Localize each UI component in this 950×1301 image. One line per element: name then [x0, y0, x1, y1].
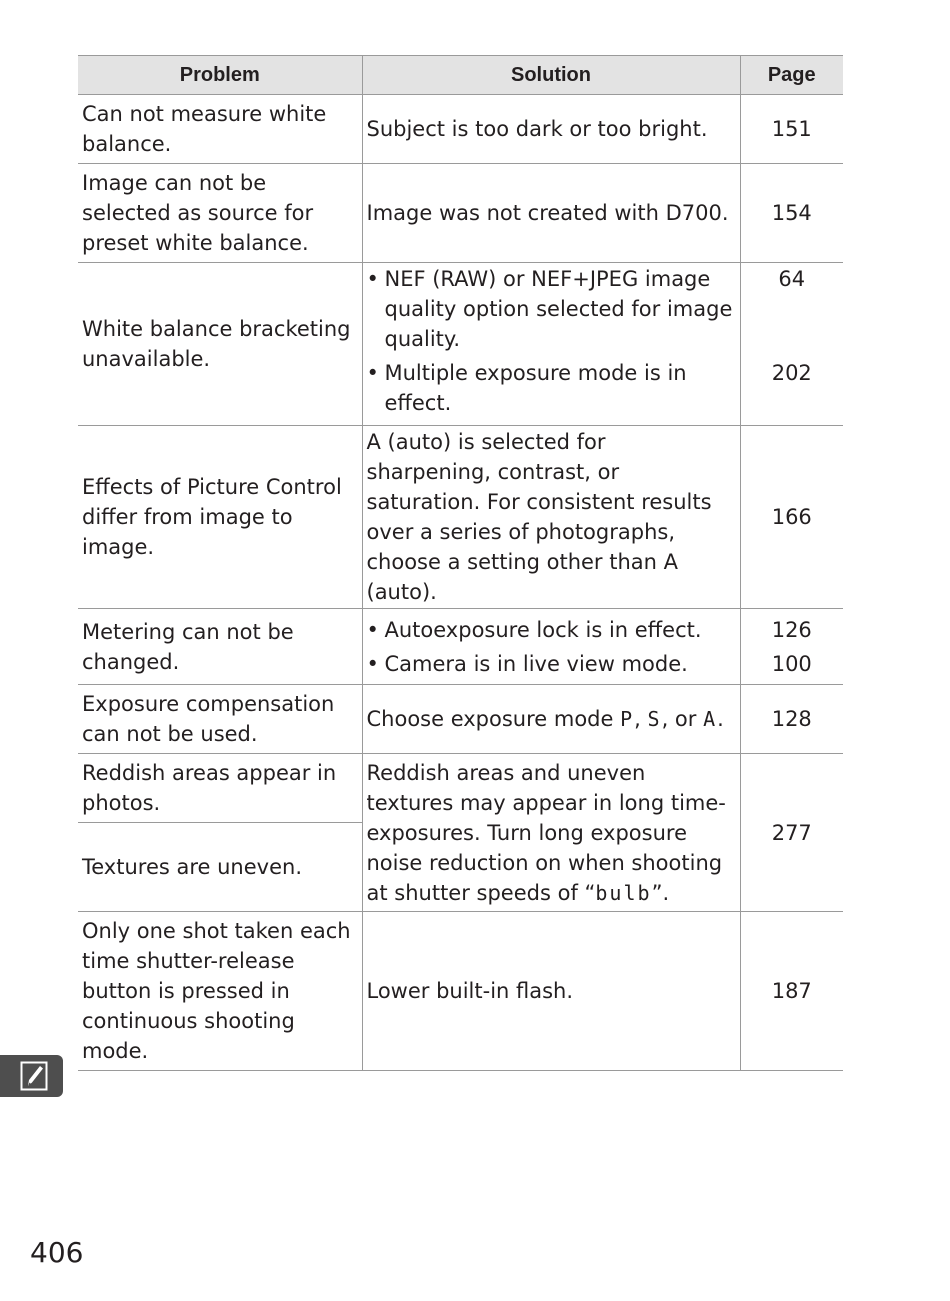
solution-cell [362, 609, 740, 685]
solution-cell: Subject is too dark or too bright. [362, 95, 740, 164]
bullet-item: • Camera is in live view mode. [366, 651, 688, 676]
solution-cell: Choose exposure mode P, S, or A. [362, 685, 740, 754]
page-number: 406 [30, 1236, 84, 1269]
page-cell [740, 609, 843, 685]
page-cell: 166 [740, 426, 843, 609]
table-row [78, 754, 843, 823]
bulb-glyph: bulb [595, 880, 652, 905]
header-problem: Problem [78, 56, 362, 95]
problem-cell: Reddish areas appear in photos. [78, 754, 362, 823]
solution-cell: Lower built-in flash. [362, 912, 740, 1071]
problem-cell: Image can not be selected as source for preset white balance. [78, 164, 362, 263]
problem-cell: Metering can not be changed. [78, 609, 362, 685]
table-row [78, 263, 843, 426]
page-ref: 126 [771, 617, 812, 642]
mode-a-glyph: A [703, 707, 718, 731]
problem-cell: Can not measure white balance. [78, 95, 362, 164]
header-page: Page [740, 56, 843, 95]
page-ref: 100 [771, 651, 812, 676]
bullet-item: • NEF (RAW) or NEF+JPEG image quality option selected for image quality. [366, 267, 733, 351]
table-header-row [78, 56, 843, 95]
table-row [78, 609, 843, 685]
solution-cell [362, 263, 740, 426]
table-row [78, 685, 843, 754]
mode-s-glyph: S [647, 707, 662, 731]
page-cell: 277 [740, 754, 843, 912]
solution-cell: Reddish areas and uneven textures may appear in long time-exposures. Turn long exposure noise reduction on when shooting at shutter speeds of “bulb”. [362, 754, 740, 912]
section-tab [0, 1055, 63, 1097]
header-solution: Solution [362, 56, 740, 95]
problem-cell: Textures are uneven. [78, 823, 362, 912]
page-cell: 151 [740, 95, 843, 164]
page-cell: 128 [740, 685, 843, 754]
page-cell [740, 263, 843, 426]
problem-cell: Exposure compensation can not be used. [78, 685, 362, 754]
table-row [78, 164, 843, 263]
page-cell: 154 [740, 164, 843, 263]
problem-cell: Only one shot taken each time shutter-release button is pressed in continuous shooting mode. [78, 912, 362, 1071]
table-row [78, 426, 843, 609]
table-row [78, 95, 843, 164]
troubleshooting-table [78, 55, 843, 1071]
table-row [78, 912, 843, 1071]
problem-cell: Effects of Picture Control differ from image to image. [78, 426, 362, 609]
pencil-note-icon [20, 1061, 48, 1091]
solution-cell: Image was not created with D700. [362, 164, 740, 263]
page-cell: 187 [740, 912, 843, 1071]
mode-p-glyph: P [620, 707, 635, 731]
bullet-item: • Multiple exposure mode is in effect. [366, 361, 687, 415]
page-ref: 202 [771, 361, 812, 385]
problem-cell: White balance bracketing unavailable. [78, 263, 362, 426]
solution-cell: A (auto) is selected for sharpening, contrast, or saturation. For consistent results over a series of photographs, choose a setting other than A (auto). [362, 426, 740, 609]
page-ref: 64 [778, 267, 806, 291]
bullet-item: • Autoexposure lock is in effect. [366, 617, 702, 642]
